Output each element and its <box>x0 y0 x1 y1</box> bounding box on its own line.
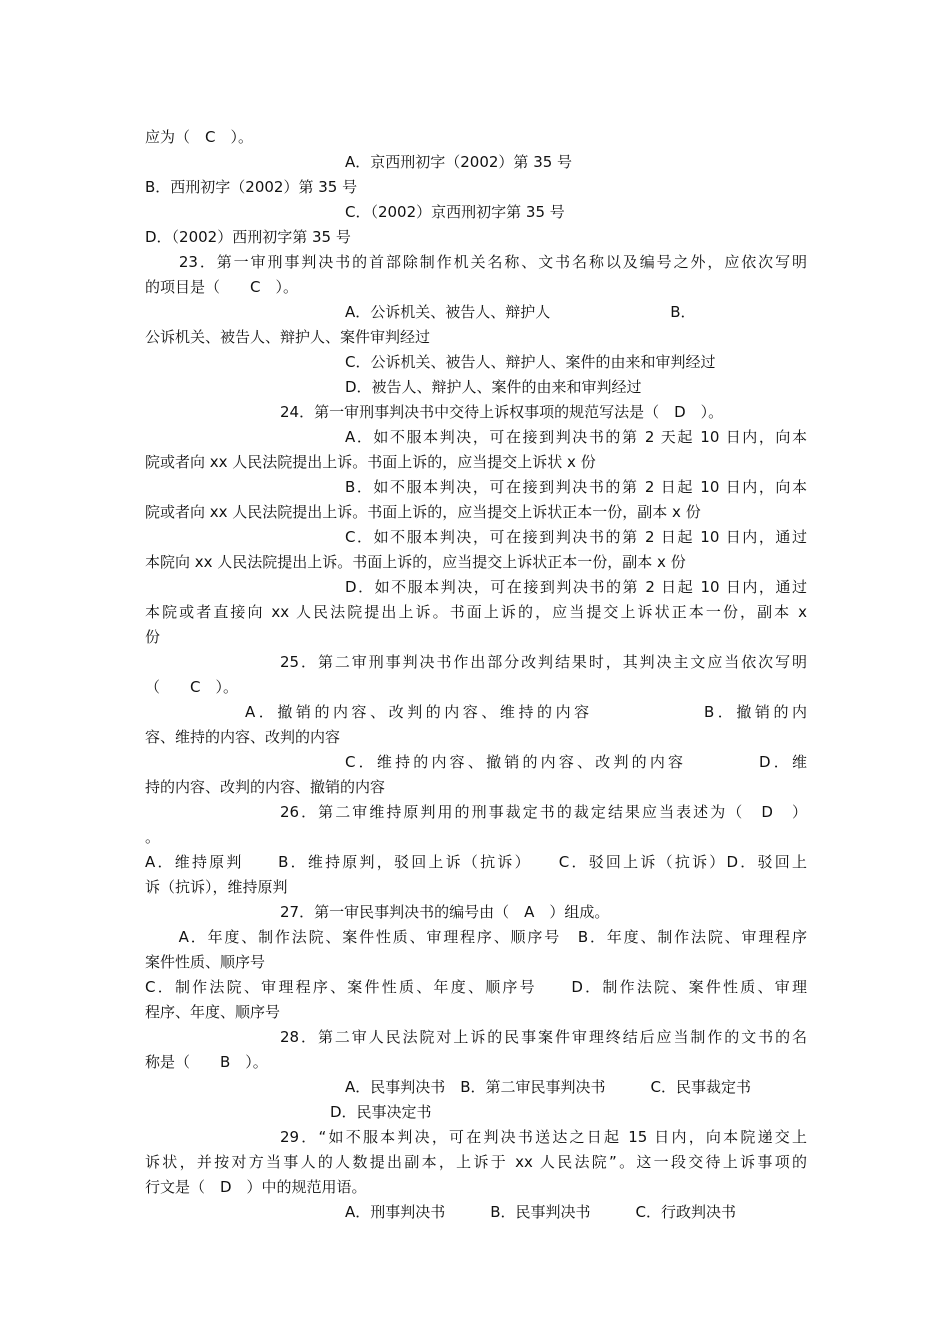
text-line: C．制作法院、审理程序、案件性质、年度、顺序号 D．制作法院、案件性质、审理 <box>145 978 807 996</box>
text-line: C．如不服本判决，可在接到判决书的第 2 日起 10 日内，通过 <box>345 528 807 546</box>
text-line: A．年度、制作法院、案件性质、审理程序、顺序号 B．年度、制作法院、审理程序 <box>145 928 807 946</box>
text-line: A．公诉机关、被告人、辩护人 B． <box>345 303 696 321</box>
text-line: 28．第二审人民法院对上诉的民事案件审理终结后应当制作的文书的名 <box>280 1028 807 1046</box>
text-line: 本院或者直接向 xx 人民法院提出上诉。书面上诉的，应当提交上诉状正本一份，副本 x <box>145 603 807 621</box>
text-line: 23．第一审刑事判决书的首部除制作机关名称、文书名称以及编号之外，应依次写明 <box>145 253 807 271</box>
text-line: 本院向 xx 人民法院提出上诉。书面上诉的，应当提交上诉状正本一份，副本 x 份 <box>145 553 686 571</box>
text-line: C．公诉机关、被告人、辩护人、案件的由来和审判经过 <box>345 353 716 371</box>
text-line: 案件性质、顺序号 <box>145 953 266 971</box>
text-line: 应为（ C ）。 <box>145 128 253 146</box>
text-line: 的项目是（ C ）。 <box>145 278 298 296</box>
text-line: （ C ）。 <box>145 678 238 696</box>
text-line: 院或者向 xx 人民法院提出上诉。书面上诉的，应当提交上诉状 x 份 <box>145 453 596 471</box>
text-line: A．维持原判 B．维持原判，驳回上诉（抗诉） C．驳回上诉（抗诉）D．驳回上 <box>145 853 807 871</box>
text-line: 29．“如不服本判决，可在判决书送达之日起 15 日内，向本院递交上 <box>280 1128 807 1146</box>
text-line: A．民事判决书 B．第二审民事判决书 C．民事裁定书 <box>345 1078 752 1096</box>
text-line: 行文是（ D ）中的规范用语。 <box>145 1178 367 1196</box>
text-line: A．如不服本判决，可在接到判决书的第 2 天起 10 日内，向本 <box>345 428 807 446</box>
text-line: 24．第一审刑事判决书中交待上诉权事项的规范写法是（ D ）。 <box>280 403 724 421</box>
text-line: C．（2002）京西刑初字第 35 号 <box>345 203 565 221</box>
text-line: 院或者向 xx 人民法院提出上诉。书面上诉的，应当提交上诉状正本一份，副本 x 份 <box>145 503 701 521</box>
text-line: 。 <box>145 828 161 846</box>
text-line: A．京西刑初字（2002）第 35 号 <box>345 153 573 171</box>
text-line: 诉（抗诉），维持原判 <box>145 878 288 896</box>
text-line: 称是（ B ）。 <box>145 1053 268 1071</box>
text-line: 份 <box>145 628 161 646</box>
text-line: 持的内容、改判的内容、撤销的内容 <box>145 778 386 796</box>
text-line: B．西刑初字（2002）第 35 号 <box>145 178 358 196</box>
text-line: C．维持的内容、撤销的内容、改判的内容 D．维 <box>345 753 807 771</box>
text-line: D．民事决定书 <box>330 1103 432 1121</box>
text-line: D．如不服本判决，可在接到判决书的第 2 日起 10 日内，通过 <box>345 578 807 596</box>
text-line: 26．第二审维持原判用的刑事裁定书的裁定结果应当表述为（ D ） <box>280 803 807 821</box>
text-line: 25．第二审刑事判决书作出部分改判结果时，其判决主文应当依次写明 <box>280 653 807 671</box>
text-line: D．被告人、辩护人、案件的由来和审判经过 <box>345 378 642 396</box>
text-line: A．撤销的内容、改判的内容、维持的内容 B．撤销的内 <box>245 703 807 721</box>
text-line: 诉状，并按对方当事人的人数提出副本，上诉于 xx 人民法院”。这一段交待上诉事项的 <box>145 1153 807 1171</box>
text-line: 27．第一审民事判决书的编号由（ A ）组成。 <box>280 903 610 921</box>
text-line: 程序、年度、顺序号 <box>145 1003 281 1021</box>
text-line: 公诉机关、被告人、辩护人、案件审判经过 <box>145 328 431 346</box>
text-line: A．刑事判决书 B．民事判决书 C．行政判决书 <box>345 1203 737 1221</box>
text-line: B．如不服本判决，可在接到判决书的第 2 日起 10 日内，向本 <box>345 478 807 496</box>
text-line: 容、维持的内容、改判的内容 <box>145 728 341 746</box>
text-line: D．（2002）西刑初字第 35 号 <box>145 228 351 246</box>
